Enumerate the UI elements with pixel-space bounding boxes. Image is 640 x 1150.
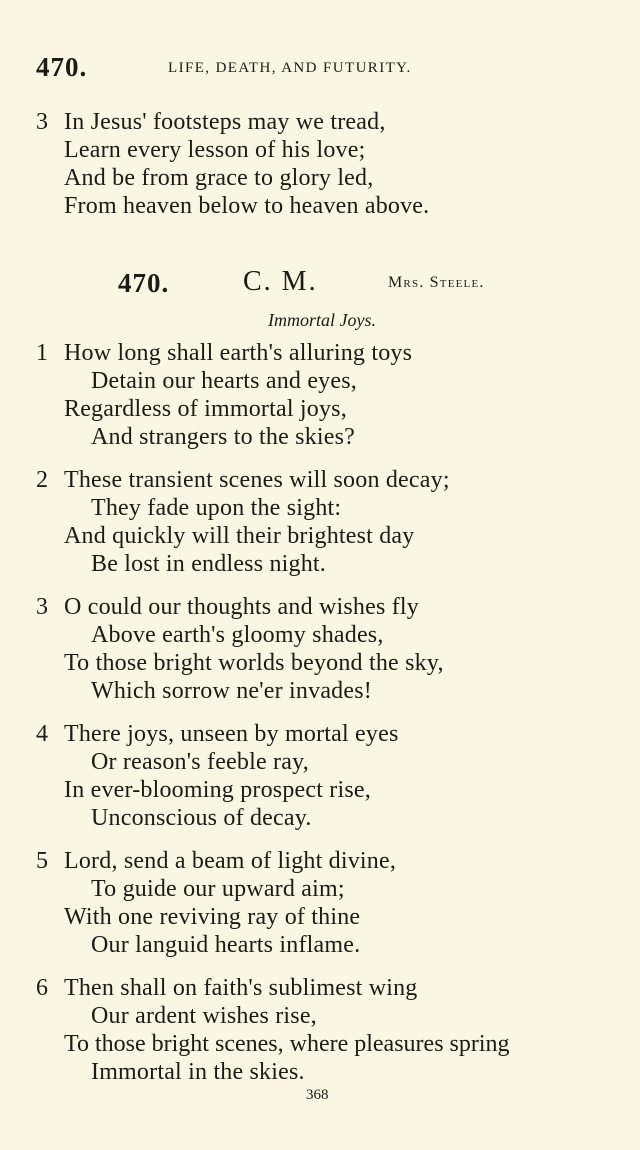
- stanza-line: Regardless of immortal joys,: [64, 396, 347, 422]
- hymn-meter: C. M.: [243, 266, 318, 297]
- stanza-line: O could our thoughts and wishes fly: [64, 594, 419, 620]
- stanza-number: 6: [36, 975, 48, 1001]
- stanza-line: To those bright scenes, where pleasures spring: [64, 1031, 510, 1057]
- stanza-line: To those bright worlds beyond the sky,: [64, 650, 444, 676]
- page-number: 368: [306, 1087, 329, 1103]
- stanza-line: And quickly will their brightest day: [64, 523, 415, 549]
- stanza-number: 3: [36, 594, 48, 620]
- stanza-line: These transient scenes will soon decay;: [64, 467, 450, 493]
- stanza-line: And be from grace to glory led,: [64, 165, 374, 191]
- running-head-hymn-number: 470.: [36, 52, 88, 82]
- stanza-line: Or reason's feeble ray,: [91, 749, 309, 775]
- stanza-line: Immortal in the skies.: [91, 1059, 305, 1085]
- stanza-number: 4: [36, 721, 48, 747]
- stanza-line: In ever-blooming prospect rise,: [64, 777, 371, 803]
- stanza-line: Unconscious of decay.: [91, 805, 312, 831]
- stanza-line: Which sorrow ne'er invades!: [91, 678, 372, 704]
- stanza-line: Detain our hearts and eyes,: [91, 368, 357, 394]
- stanza-line: There joys, unseen by mortal eyes: [64, 721, 399, 747]
- stanza-number: 3: [36, 109, 48, 135]
- stanza-line: Then shall on faith's sublimest wing: [64, 975, 418, 1001]
- stanza-line: In Jesus' footsteps may we tread,: [64, 109, 386, 135]
- hymn-author: Mrs. Steele.: [388, 274, 485, 291]
- running-head-section-title: LIFE, DEATH, AND FUTURITY.: [168, 60, 412, 76]
- stanza-line: How long shall earth's alluring toys: [64, 340, 413, 366]
- running-head: [36, 52, 616, 86]
- stanza-line: Our ardent wishes rise,: [91, 1003, 317, 1029]
- stanza-line: Lord, send a beam of light divine,: [64, 848, 397, 874]
- stanza-line: From heaven below to heaven above.: [64, 193, 430, 219]
- stanza-line: They fade upon the sight:: [91, 495, 342, 521]
- stanza-line: Be lost in endless night.: [91, 551, 326, 577]
- stanza-line: To guide our upward aim;: [91, 876, 345, 902]
- hymn-title: [0, 310, 640, 331]
- stanza-line: With one reviving ray of thine: [64, 904, 361, 930]
- stanza-line: Learn every lesson of his love;: [64, 137, 366, 163]
- stanza-number: 2: [36, 467, 48, 493]
- stanza-number: 1: [36, 340, 48, 366]
- hymn-number: 470.: [118, 268, 170, 298]
- stanza-number: 5: [36, 848, 48, 874]
- stanza-line: Our languid hearts inflame.: [91, 932, 361, 958]
- stanza-line: And strangers to the skies?: [91, 424, 356, 450]
- hymn-title-text: Immortal Joys.: [268, 310, 376, 330]
- stanza-line: Above earth's gloomy shades,: [91, 622, 384, 648]
